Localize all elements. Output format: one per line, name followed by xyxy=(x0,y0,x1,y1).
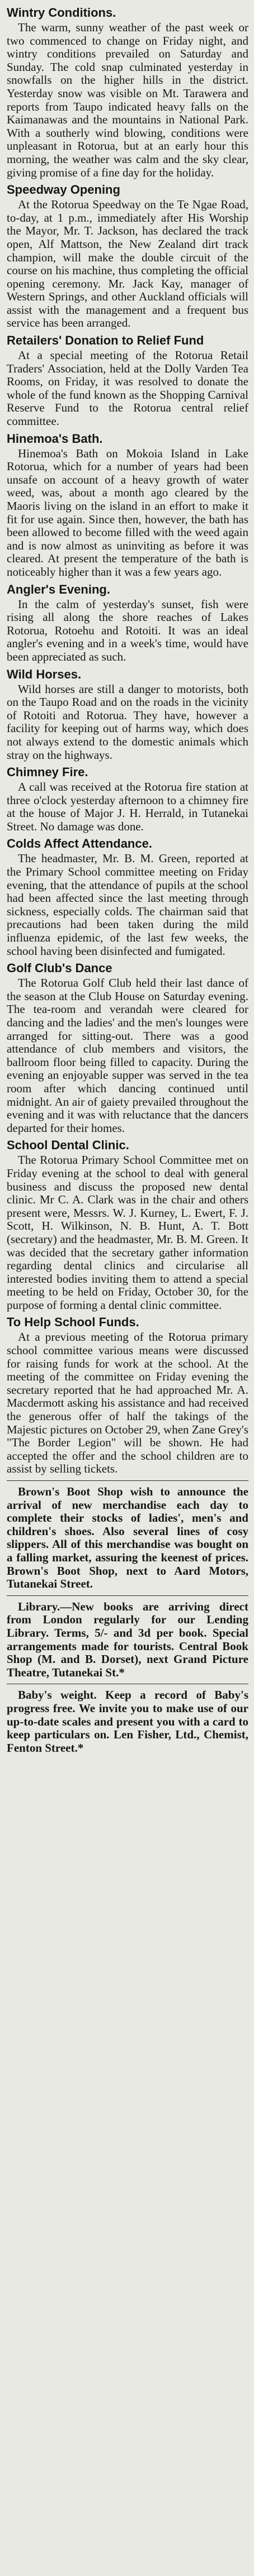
article-wintry-conditions xyxy=(7,6,248,179)
article-help-school-funds xyxy=(7,1315,248,1476)
article-golf-clubs-dance xyxy=(7,961,248,1135)
article-heading: Retailers' Donation to Relief Fund xyxy=(7,333,204,348)
article-retailers-donation xyxy=(7,333,248,428)
article-colds-affect-attendance xyxy=(7,837,248,958)
article-heading: School Dental Clinic. xyxy=(7,1138,129,1153)
article-heading: Speedway Opening xyxy=(7,183,120,197)
article-body: The Rotorua Primary School Committee met on Friday evening at the school to deal with general business and discuss the proposed new dental clinic. Mr C. A. Clark was in the chair and others present were, Messrs. W. J. Kurney, L. Ewert, F. J. Scott, H. Wilkinson, N. B. Hunt, A. T. Bott (secretary) and the headmaster, Mr. B. M. Green. It was decided that the secretary gather information regarding dental clinics and circularise all interested bodies inviting them to attend a special meeting to be held on Friday, October 30, for the purpose of forming a dental clinic committee. xyxy=(7,1153,248,1312)
news-column xyxy=(7,6,248,1755)
section-divider xyxy=(7,1480,248,1481)
article-body: In the calm of yesterday's sunset, fish were rising all along the shore reaches of Lakes Rotorua, Rotoehu and Rotoiti. It was an ideal angler's evening and in a week's time, would have been appreciated as such. xyxy=(7,597,248,663)
article-heading: Wild Horses. xyxy=(7,667,82,681)
article-heading: Colds Affect Attendance. xyxy=(7,837,152,851)
article-body: Hinemoa's Bath on Mokoia Island in Lake Rotorua, which for a number of years had been unsafe on account of a heavy growth of water weed, was, about a month ago cleared by the Maoris living on the island in an effort to make it fit for use again. Since then, however, the bath has been allowed to become filled with the weed again and is now almost as uninviting as before it was cleared. At present the temperature of the bath is noticeably higher than it was a few years ago. xyxy=(7,446,248,579)
ad-babys-weight: Baby's weight. Keep a record of Baby's progress free. We invite you to make use of our up-to-date scales and present you with a card to keep particulars on. Len Fisher, Ltd., Chemist, Fenton Street.* xyxy=(7,1688,248,1755)
ad-browns-boot-shop: Brown's Boot Shop wish to announce the arrival of new merchandise each day to complete their stocks of ladies', men's and children's shoes. Also several lines of cosy slippers. All of this merchandise was bought on a falling market, assuring the keenest of prices. Brown's Boot Shop, next to Aard Motors, Tutanekai Street. xyxy=(7,1485,248,1591)
article-heading: To Help School Funds. xyxy=(7,1315,139,1330)
section-divider xyxy=(7,1595,248,1596)
article-body: The headmaster, Mr. B. M. Green, reported at the Primary School committee meeting on Friday evening, that the attendance of pupils at the school had been affected since the last meeting through sickness, especially colds. The chairman said that precautions had been taken during the mild influenza epidemic, of the last few weeks, the school having been disinfected and fumigated. xyxy=(7,852,248,958)
article-wild-horses xyxy=(7,667,248,762)
article-body: A call was received at the Rotorua fire station at three o'clock yesterday afternoon to a chimney fire at the house of Major J. H. Herrald, in Tutanekai Street. No damage was done. xyxy=(7,780,248,833)
article-heading: Angler's Evening. xyxy=(7,582,110,596)
article-body: At the Rotorua Speedway on the Te Ngae Road, to-day, at 1 p.m., immediately after His Worship the Mayor, Mr. T. Jackson, has declared the track open, Alf Mattson, the New Zealand dirt track champion, will make the double circuit of the course on his machine, thus completing the official opening ceremony. Mr. Jack Kay, manager of Western Springs, and other Auckland officials will assist with the management and a frequent bus service has been arranged. xyxy=(7,198,248,330)
article-body: At a special meeting of the Rotorua Retail Traders' Association, held at the Dolly Varden Tea Rooms, on Friday, it was resolved to donate the whole of the fund known as the Shopping Carnival Reserve Fund to the Rotorua central relief committee. xyxy=(7,348,248,428)
article-heading: Golf Club's Dance xyxy=(7,961,112,976)
article-anglers-evening xyxy=(7,582,248,664)
article-heading: Chimney Fire. xyxy=(7,765,88,780)
article-body: Wild horses are still a danger to motorists, both on the Taupo Road and on the roads in the vicinity of Rotoiti and Rotorua. They have, however a facility for keeping out of harms way, which does not always extend to the domestic animals which stray on the highways. xyxy=(7,682,248,762)
article-school-dental-clinic xyxy=(7,1138,248,1312)
article-chimney-fire xyxy=(7,765,248,833)
article-heading: Hinemoa's Bath. xyxy=(7,431,103,446)
article-speedway-opening xyxy=(7,183,248,330)
ad-library: Library.—New books are arriving direct from London regularly for our Lending Library. Terms, 5/- and 3d per book. Special arrangements made for tourists. Central Book Shop (M. and B. Dorset), next Grand Picture Theatre, Tutanekai St.* xyxy=(7,1599,248,1679)
article-body: At a previous meeting of the Rotorua primary school committee various means were discussed for raising funds for work at the school. At the meeting of the committee on Friday evening the secretary reported that he had approached Mr. A. Macdermott asking his assistance and had received the generous offer of half the takings of the Majestic pictures on October 29, when Zane Grey's "The Border Legion" will be shown. He had accepted the offer and the school children are to assist by selling tickets. xyxy=(7,1330,248,1476)
article-heading: Wintry Conditions. xyxy=(7,6,116,20)
article-body: The Rotorua Golf Club held their last dance of the season at the Club House on Saturday evening. The tea-room and verandah were cleared for dancing and the ladies' and the men's lounges were arranged for sitting-out. There was a good attendance of club members and visitors, the ballroom floor being filled to capacity. During the evening an enjoyable supper was served in the tea room after which dancing continued until midnight. An air of gaiety prevailed throughout the evening and it was with reluctance that the dancers departed for their homes. xyxy=(7,976,248,1135)
article-hinemoas-bath xyxy=(7,432,248,579)
article-body: The warm, sunny weather of the past week or two commenced to change on Friday night, and wintry conditions prevailed on Saturday and Sunday. The cold snap culminated yesterday in snowfalls on the higher hills in the district. Yesterday snow was visible on Mt. Tarawera and reports from Taupo indicated heavy falls on the Kaimanawas and the mountains in National Park. With a southerly wind blowing, conditions were unpleasant in Rotorua, but at an early hour this morning, the weather was calm and the sky clear, giving promise of a fine day for the holiday. xyxy=(7,21,248,179)
